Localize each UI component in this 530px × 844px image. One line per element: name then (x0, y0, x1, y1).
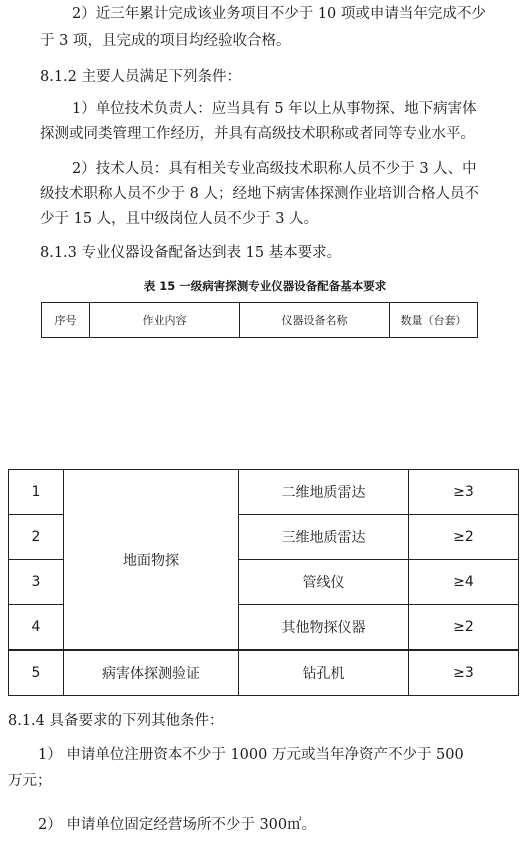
cell-index: 2 (9, 515, 64, 560)
paragraph-line: 万元； (8, 773, 52, 789)
cell-index: 1 (9, 470, 64, 515)
cell-task: 病害体探测验证 (64, 650, 239, 696)
paragraph-line: 1）单位技术负责人：应当具有 5 年以上从事物探、地下病害体 (72, 101, 477, 117)
table-row (9, 650, 519, 696)
cell-index: 4 (9, 605, 64, 651)
cell-task: 地面物探 (64, 470, 239, 651)
cell-quantity: ≥2 (409, 605, 519, 651)
cell-quantity: ≥3 (409, 470, 519, 515)
paragraph-line: 少于 15 人，且中级岗位人员不少于 3 人。 (40, 211, 319, 227)
cell-device: 二维地质雷达 (239, 470, 409, 515)
cell-quantity: ≥3 (409, 650, 519, 696)
paragraph-line: 探测或同类管理工作经历，并具有高级技术职称或者同等专业水平。 (40, 126, 475, 142)
section-heading-8-1-3: 8.1.3 专业仪器设备配备达到表 15 基本要求。 (40, 245, 342, 261)
paragraph-line: 级技术职称人员不少于 8 人；经地下病害体探测作业培训合格人员不 (40, 186, 479, 202)
cell-quantity: ≥4 (409, 560, 519, 605)
equipment-table (8, 469, 519, 696)
table-row (9, 470, 519, 515)
section-heading-8-1-2: 8.1.2 主要人员满足下列条件： (40, 69, 242, 85)
cell-device: 三维地质雷达 (239, 515, 409, 560)
section-heading-8-1-4: 8.1.4 具备要求的下列其他条件： (8, 713, 224, 729)
header-task: 作业内容 (90, 303, 240, 338)
paragraph-line: 2） 申请单位固定经营场所不少于 300㎡。 (38, 817, 317, 833)
cell-device: 其他物探仪器 (239, 605, 409, 651)
cell-device: 管线仪 (239, 560, 409, 605)
paragraph-line: 于 3 项，且完成的项目均经验收合格。 (40, 33, 291, 49)
paragraph-line: 2）技术人员：具有相关专业高级技术职称人员不少于 3 人、中 (72, 161, 477, 177)
table-caption: 表 15 一级病害探测专业仪器设备配备基本要求 (143, 279, 387, 293)
table-header (41, 302, 478, 338)
cell-index: 5 (9, 650, 64, 696)
cell-quantity: ≥2 (409, 515, 519, 560)
header-quantity: 数量（台套） (390, 303, 478, 338)
header-index: 序号 (42, 303, 90, 338)
paragraph-line: 2）近三年累计完成该业务项目不少于 10 项或申请当年完成不少 (72, 6, 486, 22)
header-device: 仪器设备名称 (240, 303, 390, 338)
cell-index: 3 (9, 560, 64, 605)
cell-device: 钻孔机 (239, 650, 409, 696)
paragraph-line: 1） 申请单位注册资本不少于 1000 万元或当年净资产不少于 500 (38, 747, 464, 763)
table-header-row (42, 303, 478, 338)
